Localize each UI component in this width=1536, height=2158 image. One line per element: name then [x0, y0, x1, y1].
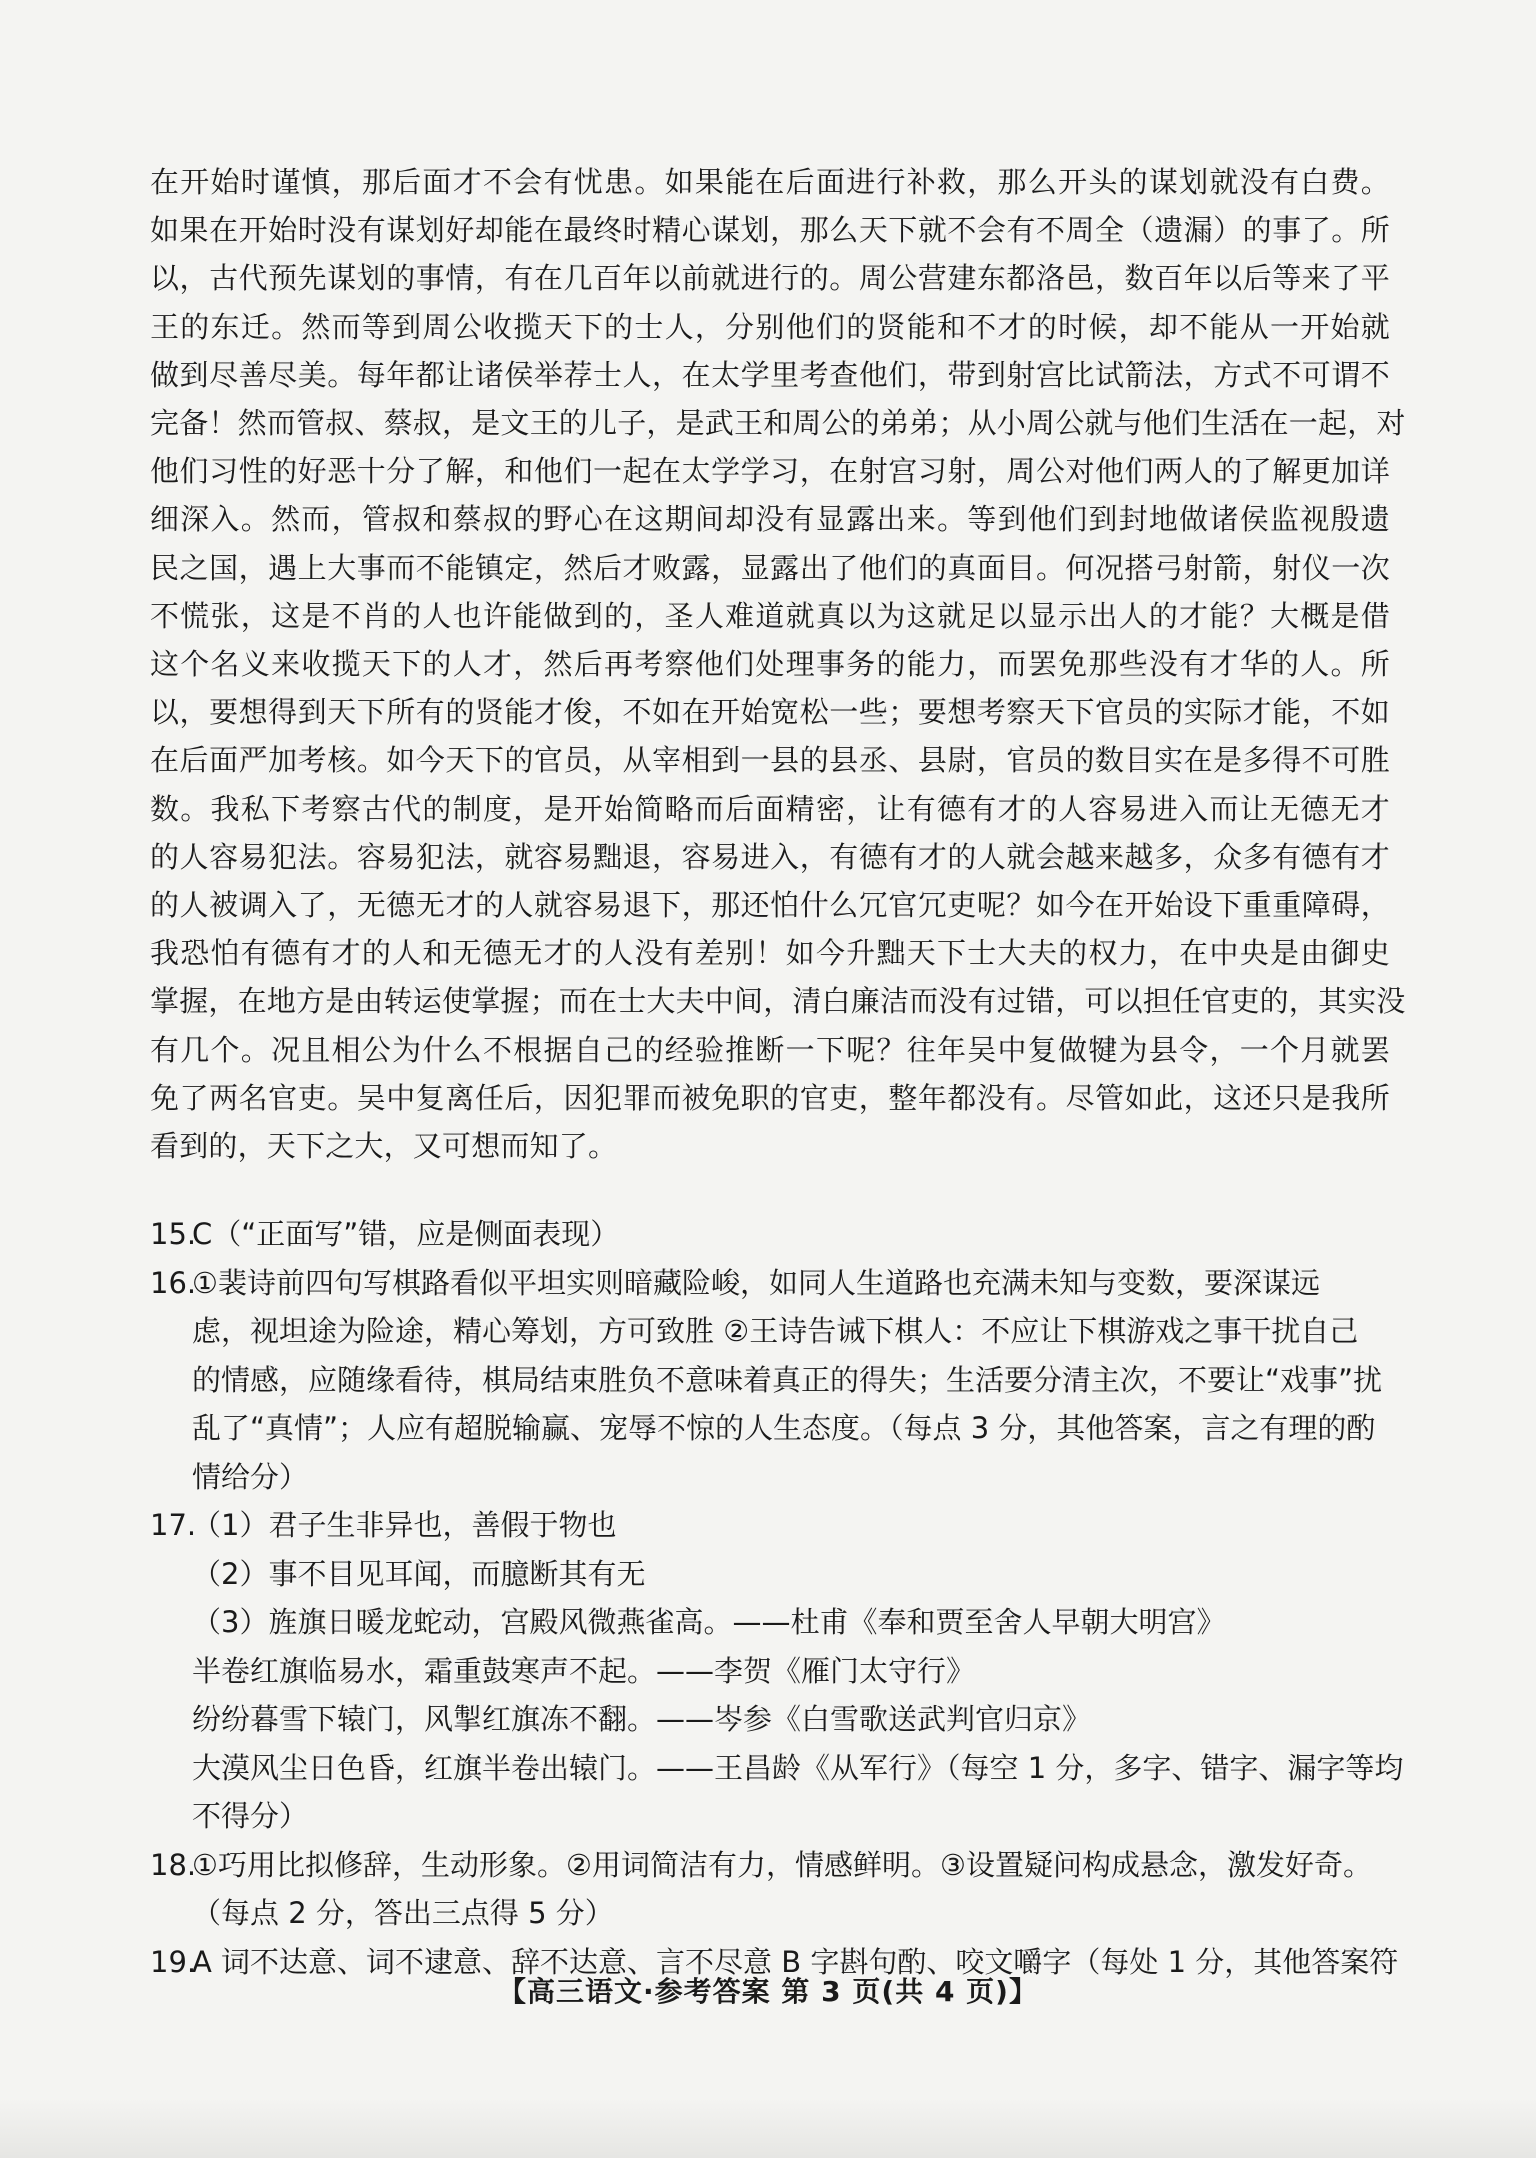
translation-line: 在开始时谨慎，那后面才不会有忧患。如果能在后面进行补救，那么开头的谋划就没有白费。	[150, 165, 1390, 199]
translation-line: 掌握，在地方是由转运使掌握；而在士大夫中间，清白廉洁而没有过错，可以担任官吏的，其实没	[150, 984, 1406, 1019]
answer-item	[150, 1501, 1404, 1841]
page-footer: 【高三语文·参考答案 第 3 页(共 4 页)】	[498, 1975, 1038, 2008]
answer-line: C（“正面写”错，应是侧面表现）	[192, 1217, 620, 1251]
answer-line: 半卷红旗临易水，霜重鼓寒声不起。——李贺《雁门太守行》	[192, 1653, 976, 1688]
answer-line: （2）事不目见耳闻，而臆断其有无	[192, 1556, 646, 1591]
answer-item	[150, 1259, 1395, 1502]
answer-item	[150, 1841, 1395, 1938]
answer-item	[150, 1210, 1395, 1259]
translation-line: 做到尽善尽美。每年都让诸侯举荐士人，在太学里考查他们，带到射宫比试箭法，方式不可谓不	[150, 357, 1390, 392]
translation-line: 以，要想得到天下所有的贤能才俊，不如在开始宽松一些；要想考察天下官员的实际才能，不如	[150, 695, 1390, 730]
translation-line: 这个名义来收揽天下的人才，然后再考察他们处理事务的能力，而罢免那些没有才华的人。所	[150, 647, 1390, 682]
answer-line: ①裴诗前四句写棋路看似平坦实则暗藏险峻，如同人生道路也充满未知与变数，要深谋远	[192, 1265, 1320, 1300]
answer-line: 的情感，应随缘看待，棋局结束胜负不意味着真正的得失；生活要分清主次，不要让“戏事”扰	[192, 1362, 1383, 1397]
translation-line: 的人被调入了，无德无才的人就容易退下，那还怕什么冗官冗吏呢？如今在开始设下重重障碍，	[150, 888, 1390, 923]
answer-line: ①巧用比拟修辞，生动形象。②用词简洁有力，情感鲜明。③设置疑问构成悬念，激发好奇。	[192, 1847, 1372, 1882]
translation-line: 我恐怕有德有才的人和无德无才的人没有差别！如今升黜天下士大夫的权力，在中央是由御史	[150, 936, 1390, 971]
translation-line: 他们习性的好恶十分了解，和他们一起在太学学习，在射宫习射，周公对他们两人的了解更加详	[150, 454, 1390, 489]
answer-number: 19.	[150, 1944, 197, 1979]
answer-body	[192, 1259, 1395, 1502]
answer-line: A 词不达意、词不逮意、辞不达意、言不尽意 B 字斟句酌、咬文嚼字（每处 1 分，其他答案符	[192, 1944, 1399, 1979]
answer-line: （每点 2 分，答出三点得 5 分）	[192, 1896, 614, 1930]
translation-line: 看到的，天下之大，又可想而知了。	[150, 1129, 618, 1164]
answer-line: （1）君子生非异也，善假于物也	[192, 1508, 617, 1542]
answer-line: 虑，视坦途为险途，精心筹划，方可致胜 ②王诗告诫下棋人：不应让下棋游戏之事干扰自己	[192, 1314, 1359, 1348]
translation-line: 的人容易犯法。容易犯法，就容易黜退，容易进入，有德有才的人就会越来越多，众多有德有才	[150, 839, 1390, 874]
translation-paragraph	[150, 158, 1406, 1170]
answer-number: 18.	[150, 1847, 197, 1882]
answer-list	[150, 1210, 1404, 1986]
translation-line: 免了两名官吏。吴中复离任后，因犯罪而被免职的官吏，整年都没有。尽管如此，这还只是我所	[150, 1080, 1390, 1115]
translation-line: 不慌张，这是不肖的人也许能做到的，圣人难道就真以为这就足以显示出人的才能？大概是借	[150, 598, 1390, 633]
answer-line: 不得分）	[192, 1799, 309, 1833]
translation-line: 以，古代预先谋划的事情，有在几百年以前就进行的。周公营建东都洛邑，数百年以后等来了平	[150, 261, 1390, 296]
answer-line: 乱了“真情”；人应有超脱输赢、宠辱不惊的人生态度。（每点 3 分，其他答案，言之有理的酌	[192, 1411, 1376, 1445]
answer-body	[192, 1841, 1395, 1938]
translation-line: 数。我私下考察古代的制度，是开始简略而后面精密，让有德有才的人容易进入而让无德无才	[150, 791, 1390, 826]
translation-line: 在后面严加考核。如今天下的官员，从宰相到一县的县丞、县尉，官员的数目实在是多得不可胜	[150, 743, 1390, 778]
answer-number: 15.	[150, 1217, 197, 1251]
translation-line: 民之国，遇上大事而不能镇定，然后才败露，显露出了他们的真面目。何况搭弓射箭，射仪一次	[150, 550, 1390, 585]
answer-line: （3）旌旗日暖龙蛇动，宫殿风微燕雀高。——杜甫《奉和贾至舍人早朝大明宫》	[192, 1605, 1226, 1639]
answer-body	[192, 1501, 1403, 1841]
translation-line: 完备！然而管叔、蔡叔，是文王的儿子，是武王和周公的弟弟；从小周公就与他们生活在一起，对	[150, 406, 1406, 441]
answer-body	[192, 1210, 1395, 1259]
translation-line: 王的东迁。然而等到周公收揽天下的士人，分别他们的贤能和不才的时候，却不能从一开始就	[150, 309, 1390, 344]
translation-line: 细深入。然而，管叔和蔡叔的野心在这期间却没有显露出来。等到他们到封地做诸侯监视殷遗	[150, 502, 1390, 537]
translation-line: 有几个。况且相公为什么不根据自己的经验推断一下呢？往年吴中复做犍为县令，一个月就罢	[150, 1032, 1390, 1067]
answer-line: 纷纷暮雪下辕门，风掣红旗冻不翻。——岑参《白雪歌送武判官归京》	[192, 1702, 1092, 1736]
answer-line: 大漠风尘日色昏，红旗半卷出辕门。——王昌龄《从军行》（每空 1 分，多字、错字、漏字等均	[192, 1750, 1404, 1785]
scan-edge	[0, 2098, 1536, 2158]
translation-line: 如果在开始时没有谋划好却能在最终时精心谋划，那么天下就不会有不周全（遗漏）的事了。所	[150, 213, 1390, 248]
answer-number: 16.	[150, 1265, 197, 1300]
answer-line: 情给分）	[192, 1459, 309, 1494]
answer-number: 17.	[150, 1508, 197, 1542]
